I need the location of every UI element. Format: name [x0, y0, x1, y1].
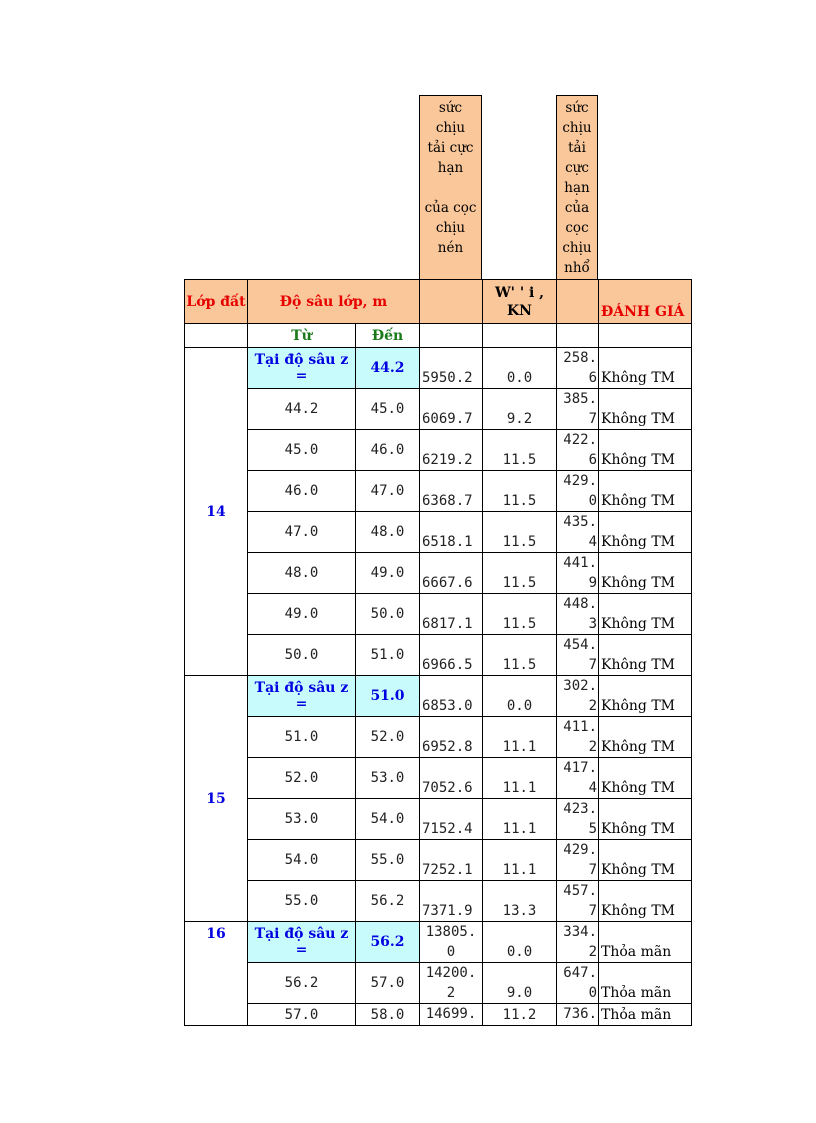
table-row	[185, 348, 692, 389]
header-line: tải	[568, 140, 586, 156]
value-line: 429.	[563, 842, 597, 858]
value-line: 411.	[563, 719, 597, 735]
evaluation: Không TM	[599, 512, 692, 553]
value-line: 423.	[563, 801, 597, 817]
value-line: 647.	[563, 965, 597, 981]
evaluation: Không TM	[599, 635, 692, 676]
value-line: 736.	[563, 1006, 597, 1022]
depth-from: 46.0	[248, 471, 356, 512]
tension-capacity	[557, 430, 599, 471]
evaluation: Không TM	[599, 594, 692, 635]
tension-capacity	[557, 799, 599, 840]
depth-from: 45.0	[248, 430, 356, 471]
table-row	[185, 840, 692, 881]
value-line: 441.	[563, 555, 597, 571]
tension-capacity	[557, 594, 599, 635]
depth-header: Độ sâu lớp, m	[248, 280, 420, 324]
depth-to: 53.0	[356, 758, 420, 799]
value-line: 258.	[563, 350, 597, 366]
value-line: 454.	[563, 637, 597, 653]
compression-capacity: 6853.0	[420, 676, 483, 717]
w-value: 11.1	[483, 717, 557, 758]
layer-header: Lớp đất	[185, 280, 248, 324]
header-line: chịu	[562, 240, 592, 256]
value-line: 9	[588, 575, 597, 591]
table-row	[185, 1004, 692, 1026]
value-line: 429.	[563, 473, 597, 489]
value-line: 0	[446, 944, 456, 960]
depth-value: 56.2	[356, 922, 420, 963]
value-line: 2	[588, 944, 597, 960]
tension-capacity	[557, 1004, 599, 1026]
value-line: 2	[446, 985, 456, 1001]
subheader-empty	[599, 324, 692, 348]
depth-to: 49.0	[356, 553, 420, 594]
depth-from: 44.2	[248, 389, 356, 430]
compression-capacity: 6518.1	[420, 512, 483, 553]
evaluation: Không TM	[599, 676, 692, 717]
depth-value: 51.0	[356, 676, 420, 717]
depth-from: 54.0	[248, 840, 356, 881]
depth-to: 51.0	[356, 635, 420, 676]
depth-to: 46.0	[356, 430, 420, 471]
tension-capacity	[557, 922, 599, 963]
tension-capacity	[557, 512, 599, 553]
compression-capacity	[420, 1004, 483, 1026]
tension-capacity-header	[556, 95, 598, 280]
table-row	[185, 594, 692, 635]
w-value: 0.0	[483, 348, 557, 389]
compression-capacity: 7152.4	[420, 799, 483, 840]
header-line: chịu	[435, 120, 466, 136]
layer-number: 14	[185, 348, 248, 676]
table-row	[185, 717, 692, 758]
w-value: 9.2	[483, 389, 557, 430]
header-line: của cọc	[424, 200, 477, 216]
depth-to: 47.0	[356, 471, 420, 512]
value-line: 4	[588, 780, 597, 796]
value-line: 2	[588, 739, 597, 755]
tension-capacity	[557, 471, 599, 512]
value-line: 7	[588, 411, 597, 427]
w-value: 11.5	[483, 635, 557, 676]
compression-header-cell	[420, 280, 483, 324]
compression-capacity: 7052.6	[420, 758, 483, 799]
w-value: 11.1	[483, 799, 557, 840]
header-line: của	[564, 200, 590, 216]
table-row	[185, 881, 692, 922]
tension-capacity	[557, 389, 599, 430]
depth-label: Tại độ sâu z =	[248, 922, 356, 963]
value-line: 13805.	[425, 924, 477, 940]
subheader-row	[185, 324, 692, 348]
compression-capacity: 6368.7	[420, 471, 483, 512]
compression-capacity: 7252.1	[420, 840, 483, 881]
value-line: 7	[588, 657, 597, 673]
table-row	[185, 389, 692, 430]
tension-capacity	[557, 881, 599, 922]
compression-capacity	[420, 963, 483, 1004]
value-line: 6	[588, 370, 597, 386]
value-line: 457.	[563, 883, 597, 899]
evaluation: Thỏa mãn	[599, 1004, 692, 1026]
compression-capacity: 6817.1	[420, 594, 483, 635]
subheader-empty	[557, 324, 599, 348]
value-line: 448.	[563, 596, 597, 612]
table-row	[185, 512, 692, 553]
w-value: 11.2	[483, 1004, 557, 1026]
evaluation: Không TM	[599, 389, 692, 430]
w-value: 11.5	[483, 512, 557, 553]
evaluation: Thỏa mãn	[599, 922, 692, 963]
compression-capacity	[420, 922, 483, 963]
depth-from: 52.0	[248, 758, 356, 799]
table-row	[185, 635, 692, 676]
tension-capacity	[557, 676, 599, 717]
value-line: 7	[588, 903, 597, 919]
w-header	[483, 280, 557, 324]
header-line: tải cực	[427, 140, 474, 156]
evaluation: Không TM	[599, 799, 692, 840]
depth-from: 49.0	[248, 594, 356, 635]
evaluation: Không TM	[599, 553, 692, 594]
depth-from: 53.0	[248, 799, 356, 840]
table-row	[185, 430, 692, 471]
depth-from: 56.2	[248, 963, 356, 1004]
header-line: chịu	[435, 220, 466, 236]
value-line: 0	[588, 493, 597, 509]
header-line: sức	[565, 100, 589, 116]
evaluation: Không TM	[599, 881, 692, 922]
compression-capacity: 7371.9	[420, 881, 483, 922]
compression-capacity: 6966.5	[420, 635, 483, 676]
tension-capacity	[557, 758, 599, 799]
pile-capacity-table	[184, 279, 692, 1026]
w-value: 11.1	[483, 840, 557, 881]
value-line: 302.	[563, 678, 597, 694]
tension-capacity	[557, 963, 599, 1004]
depth-to: 50.0	[356, 594, 420, 635]
table-row	[185, 758, 692, 799]
depth-from: 50.0	[248, 635, 356, 676]
table-row	[185, 922, 692, 963]
compression-capacity-header	[419, 95, 482, 280]
value-line: 422.	[563, 432, 597, 448]
w-value: 0.0	[483, 922, 557, 963]
tension-header-cell	[557, 280, 599, 324]
value-line: 14699.	[425, 1006, 477, 1022]
to-header: Đến	[356, 324, 420, 348]
subheader-empty	[185, 324, 248, 348]
header-line	[420, 178, 481, 198]
depth-to: 58.0	[356, 1004, 420, 1026]
depth-from: 47.0	[248, 512, 356, 553]
w-value: 9.0	[483, 963, 557, 1004]
compression-capacity: 6952.8	[420, 717, 483, 758]
evaluation: Không TM	[599, 840, 692, 881]
table-row	[185, 799, 692, 840]
header-line: chịu	[562, 120, 592, 136]
header-line: sức	[438, 100, 463, 116]
w-value: 11.5	[483, 471, 557, 512]
w-value: 13.3	[483, 881, 557, 922]
tension-capacity	[557, 840, 599, 881]
evaluation: Thỏa mãn	[599, 963, 692, 1004]
depth-to: 45.0	[356, 389, 420, 430]
w-value: 11.5	[483, 430, 557, 471]
header-line: cực	[565, 160, 589, 176]
layer-number: 15	[185, 676, 248, 922]
tension-capacity	[557, 717, 599, 758]
value-line: 334.	[563, 924, 597, 940]
w-header-top: W' ' i ,	[494, 284, 545, 301]
w-value: 11.5	[483, 594, 557, 635]
evaluation: Không TM	[599, 758, 692, 799]
layer-number: 16	[185, 922, 248, 1026]
value-line: 6	[588, 452, 597, 468]
depth-from: 57.0	[248, 1004, 356, 1026]
value-line: 435.	[563, 514, 597, 530]
table-row	[185, 471, 692, 512]
depth-label: Tại độ sâu z =	[248, 676, 356, 717]
table-row	[185, 676, 692, 717]
header-line: hạn	[437, 160, 464, 176]
value-line: 0	[588, 985, 597, 1001]
subheader-empty	[483, 324, 557, 348]
subheader-empty	[420, 324, 483, 348]
depth-label: Tại độ sâu z =	[248, 348, 356, 389]
evaluation: Không TM	[599, 430, 692, 471]
evaluation: Không TM	[599, 717, 692, 758]
table-row	[185, 553, 692, 594]
depth-to: 56.2	[356, 881, 420, 922]
value-line: 2	[588, 698, 597, 714]
depth-to: 57.0	[356, 963, 420, 1004]
compression-capacity: 6219.2	[420, 430, 483, 471]
compression-capacity: 6069.7	[420, 389, 483, 430]
evaluation: Không TM	[599, 348, 692, 389]
depth-from: 48.0	[248, 553, 356, 594]
from-header: Từ	[248, 324, 356, 348]
header-line: hạn	[564, 180, 590, 196]
w-value: 0.0	[483, 676, 557, 717]
value-line: 7	[588, 862, 597, 878]
value-line: 417.	[563, 760, 597, 776]
w-header-unit: KN	[507, 302, 532, 319]
tension-capacity	[557, 553, 599, 594]
header-row	[185, 280, 692, 324]
evaluation: Không TM	[599, 471, 692, 512]
tension-capacity	[557, 635, 599, 676]
w-value: 11.5	[483, 553, 557, 594]
value-line: 385.	[563, 391, 597, 407]
header-line: nén	[437, 240, 464, 256]
header-line: cọc	[565, 220, 589, 236]
depth-from: 51.0	[248, 717, 356, 758]
depth-to: 48.0	[356, 512, 420, 553]
value-line: 3	[588, 616, 597, 632]
header-line: nhổ	[564, 260, 590, 276]
depth-to: 54.0	[356, 799, 420, 840]
compression-capacity: 5950.2	[420, 348, 483, 389]
compression-capacity: 6667.6	[420, 553, 483, 594]
depth-to: 55.0	[356, 840, 420, 881]
value-line: 4	[588, 534, 597, 550]
value-line: 5	[588, 821, 597, 837]
w-value: 11.1	[483, 758, 557, 799]
tension-capacity	[557, 348, 599, 389]
evaluation-header: ĐÁNH GIÁ	[599, 280, 692, 324]
table-row	[185, 963, 692, 1004]
value-line: 14200.	[425, 965, 477, 981]
depth-value: 44.2	[356, 348, 420, 389]
depth-from: 55.0	[248, 881, 356, 922]
depth-to: 52.0	[356, 717, 420, 758]
